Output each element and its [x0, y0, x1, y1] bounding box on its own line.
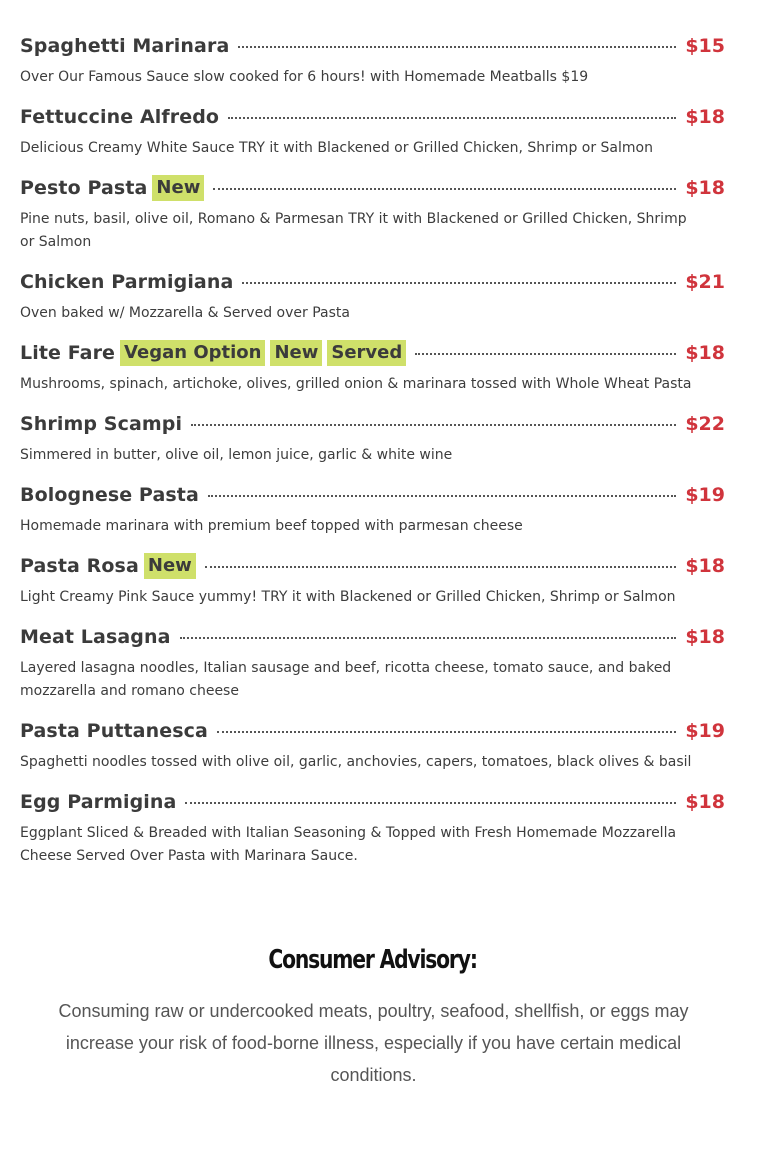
- menu-item-name: Shrimp Scampi: [20, 413, 183, 435]
- menu-item-description: Mushrooms, spinach, artichoke, olives, grilled onion & marinara tossed with Whole Wheat Pasta: [20, 376, 692, 392]
- menu-item: [20, 30, 725, 89]
- menu-item-header: [20, 621, 725, 653]
- consumer-advisory: [0, 945, 745, 1091]
- dotted-leader: [228, 117, 676, 119]
- menu-list: [20, 30, 725, 868]
- menu-item-price: $19: [685, 720, 725, 742]
- menu-item-price: $18: [685, 626, 725, 648]
- menu-item-tag: New: [144, 553, 196, 579]
- dotted-leader: [185, 802, 676, 804]
- dotted-leader: [217, 731, 676, 733]
- menu-item-price: $18: [685, 177, 725, 199]
- dotted-leader: [180, 637, 677, 639]
- menu-item-description: Spaghetti noodles tossed with olive oil, garlic, anchovies, capers, tomatoes, black olives & basil: [20, 754, 692, 770]
- menu-item-header: [20, 172, 725, 204]
- menu-item-tag: Vegan Option: [120, 340, 265, 366]
- menu-item-header: [20, 337, 725, 369]
- dotted-leader: [208, 495, 676, 497]
- menu-item: [20, 266, 725, 325]
- menu-item-description: Eggplant Sliced & Breaded with Italian Seasoning & Topped with Fresh Homemade Mozzarella Cheese Served Over Pasta with Marinara Sauce.: [20, 825, 677, 864]
- menu-item-price: $18: [685, 555, 725, 577]
- menu-item-tag: New: [270, 340, 322, 366]
- menu-item-tag: New: [152, 175, 204, 201]
- menu-item: [20, 172, 725, 254]
- menu-item-name: Pasta Rosa: [20, 555, 139, 577]
- menu-item-price: $22: [685, 413, 725, 435]
- menu-item-description: Layered lasagna noodles, Italian sausage and beef, ricotta cheese, tomato sauce, and baked mozzarella and romano cheese: [20, 660, 672, 699]
- menu-item-price: $15: [685, 35, 725, 57]
- menu-item-price: $18: [685, 342, 725, 364]
- menu-item: [20, 621, 725, 703]
- menu-item-header: [20, 266, 725, 298]
- menu-item-name: Fettuccine Alfredo: [20, 106, 220, 128]
- menu-item: [20, 337, 725, 396]
- menu-item-name: Bolognese Pasta: [20, 484, 199, 506]
- menu-item-name: Meat Lasagna: [20, 626, 171, 648]
- advisory-title: Consumer Advisory:: [268, 945, 477, 975]
- menu-item: [20, 550, 725, 609]
- menu-item-header: [20, 30, 725, 62]
- menu-item-description: Pine nuts, basil, olive oil, Romano & Parmesan TRY it with Blackened or Grilled Chicken, Shrimp or Salmon: [20, 211, 687, 250]
- menu-item: [20, 479, 725, 538]
- menu-item-tag: Served: [327, 340, 406, 366]
- menu-item: [20, 408, 725, 467]
- menu-item-header: [20, 786, 725, 818]
- menu-item-name: Chicken Parmigiana: [20, 271, 234, 293]
- advisory-text: Consuming raw or undercooked meats, poultry, seafood, shellfish, or eggs may increase your risk of food-borne illness, especially if you have certain medical conditions.: [58, 1001, 689, 1085]
- dotted-leader: [238, 46, 676, 48]
- menu-item-price: $18: [685, 791, 725, 813]
- menu-item-name: Egg Parmigina: [20, 791, 177, 813]
- dotted-leader: [213, 188, 676, 190]
- menu-item-price: $21: [685, 271, 725, 293]
- menu-item-header: [20, 408, 725, 440]
- menu-item: [20, 786, 725, 868]
- menu-item-header: [20, 101, 725, 133]
- menu-item-description: Over Our Famous Sauce slow cooked for 6 hours! with Homemade Meatballs $19: [20, 69, 589, 85]
- menu-item-description: Delicious Creamy White Sauce TRY it with Blackened or Grilled Chicken, Shrimp or Salmon: [20, 140, 653, 156]
- menu-item-price: $19: [685, 484, 725, 506]
- menu-item-name: Pasta Puttanesca: [20, 720, 208, 742]
- dotted-leader: [242, 282, 676, 284]
- menu-item: [20, 715, 725, 774]
- menu-item-description: Light Creamy Pink Sauce yummy! TRY it with Blackened or Grilled Chicken, Shrimp or Salmon: [20, 589, 676, 605]
- menu-item-name: Pesto Pasta: [20, 177, 148, 199]
- menu-item-name: Spaghetti Marinara: [20, 35, 230, 57]
- dotted-leader: [205, 566, 677, 568]
- menu-item-description: Simmered in butter, olive oil, lemon juice, garlic & white wine: [20, 447, 453, 463]
- menu-item-name: Lite Fare: [20, 342, 116, 364]
- dotted-leader: [191, 424, 676, 426]
- menu-item-header: [20, 479, 725, 511]
- menu-item-description: Oven baked w/ Mozzarella & Served over Pasta: [20, 305, 350, 321]
- menu-item-header: [20, 715, 725, 747]
- menu-item-header: [20, 550, 725, 582]
- menu-item: [20, 101, 725, 160]
- dotted-leader: [415, 353, 676, 355]
- menu-item-price: $18: [685, 106, 725, 128]
- menu-item-description: Homemade marinara with premium beef topped with parmesan cheese: [20, 518, 523, 534]
